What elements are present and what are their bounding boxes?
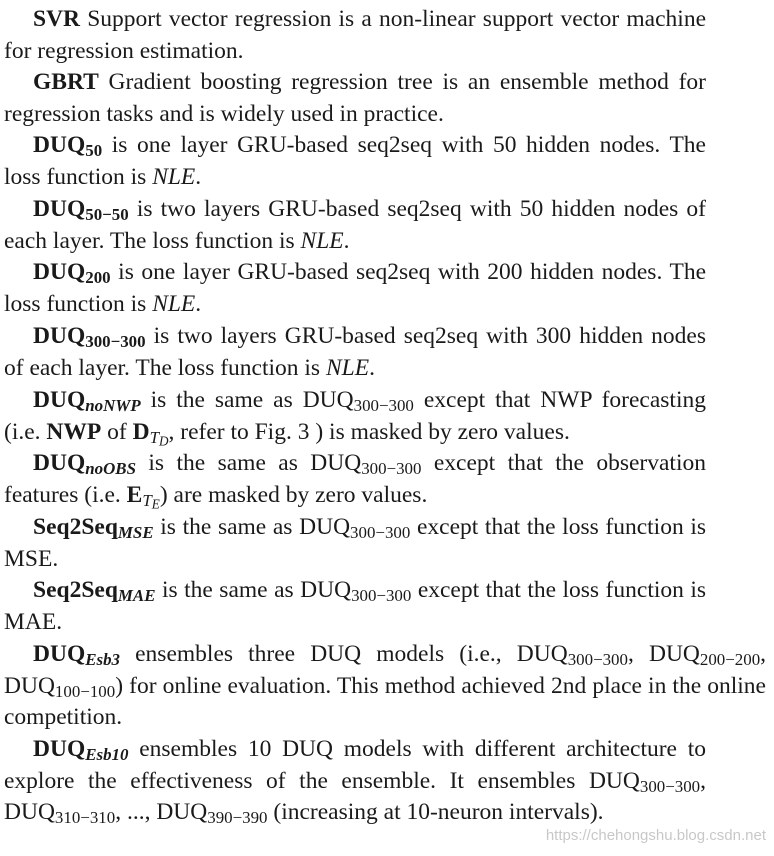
term-duq-nonwp: $DUQ_{noNWP}$ — [33, 387, 141, 416]
model-duq-300-300: $DUQ_{300-300}$ — [516, 641, 628, 670]
term-duq-noobs: $DUQ_{noOBS}$ — [33, 450, 136, 479]
paragraph-duq-nonwp: $DUQ_{noNWP}$ is the same as $DUQ_{300-300}$ except that NWP forecasting (i.e. NWP of $D_{T_D}$, refer to Fig. 3 ) is masked by zero values. — [4, 387, 706, 449]
reference-duq-300-300: $DUQ_{300-300}$ — [300, 577, 412, 606]
paragraph-duq-esb10: $DUQ_{Esb10}$ ensembles 10 DUQ models with different architecture to explore the effectiveness of the ensemble. It ensembles $DUQ_{300-300}$, $DUQ_{310-310}$, ..., $DUQ_{390-390}$ (increasing at 10-neuron intervals). — [4, 736, 707, 828]
paragraph-seq2seq-mse: Seq2Seq$_{MSE}$ is the same as $DUQ_{300-300}$ except that the loss function is MSE. — [4, 514, 707, 572]
term-gbrt: GBRT — [33, 69, 99, 95]
matrix-e: E — [126, 481, 143, 508]
loss-name: NLE — [152, 163, 196, 190]
model-duq-300-300: $DUQ_{300-300}$ — [588, 767, 701, 796]
model-duq-200-200: $DUQ_{200-200}$ — [648, 641, 761, 670]
paragraph-text: Gradient boosting regression tree is an ensemble method for regression tasks and is widely used in practice. — [4, 69, 706, 127]
reference-duq-300-300: $DUQ_{300-300}$ — [299, 514, 411, 543]
term-seq2seq-mae: Seq2Seq$_{MAE}$ — [33, 577, 156, 606]
loss-name: NLE — [152, 290, 196, 317]
paragraph-text: is one layer GRU-based seq2seq with 50 hidden nodes. The loss function is — [4, 132, 706, 190]
term-duq-50-50: $DUQ_{50-50}$ — [33, 196, 129, 225]
term-duq-esb10: $DUQ_{Esb10}$ — [33, 736, 129, 765]
matrix-d: D — [132, 418, 150, 445]
model-duq-390-390: $DUQ_{390-390}$ — [156, 799, 268, 828]
paragraph-text: is two layers GRU-based seq2seq with 50 hidden nodes of each layer. The loss function is — [4, 196, 707, 254]
term-duq-esb3: $DUQ_{Esb3}$ — [33, 641, 120, 670]
loss-name: NLE — [300, 227, 344, 254]
model-duq-310-310: $DUQ_{310-310}$ — [4, 799, 116, 828]
model-duq-100-100: $DUQ_{100-100}$ — [4, 672, 116, 701]
paragraph-gbrt — [4, 67, 706, 130]
watermark: https://chehongshu.blog.csdn.net — [545, 827, 766, 844]
paragraph-duq-50: $DUQ_{50}$ is one layer GRU-based seq2seq with 50 hidden nodes. The loss function is NLE. — [4, 132, 706, 190]
paragraph-text: is one layer GRU-based seq2seq with 200 hidden nodes. The loss function is — [4, 259, 706, 317]
paragraph-text: is two layers GRU-based seq2seq with 300 hidden nodes of each layer. The loss function is — [4, 323, 707, 381]
term-duq-300-300: $DUQ_{300-300}$ — [33, 323, 146, 352]
paragraph-duq-50-50: $DUQ_{50-50}$ is two layers GRU-based seq2seq with 50 hidden nodes of each layer. The loss function is NLE. — [4, 196, 707, 254]
paragraph-text: Support vector regression is a non-linear support vector machine for regression estimation. — [4, 6, 706, 64]
term-duq-50: $DUQ_{50}$ — [33, 132, 103, 161]
reference-duq-300-300: $DUQ_{300-300}$ — [302, 387, 414, 416]
loss-name: NLE — [325, 354, 370, 381]
paragraph-duq-300-300: $DUQ_{300-300}$ is two layers GRU-based seq2seq with 300 hidden nodes of each layer. The loss function is NLE. — [4, 323, 707, 381]
nwp-bold: NWP — [46, 418, 102, 445]
term-svr: SVR — [33, 6, 81, 32]
paragraph-seq2seq-mae: Seq2Seq$_{MAE}$ is the same as $DUQ_{300-300}$ except that the loss function is MAE. — [4, 577, 707, 635]
paragraph-svr — [4, 4, 706, 67]
term-duq-200: $DUQ_{200}$ — [33, 259, 111, 288]
paragraph-duq-esb3: $DUQ_{Esb3}$ ensembles three DUQ models (i.e., $DUQ_{300-300}$, $DUQ_{200-200}$, $DUQ_{100-100}$) for online evaluation. This method achieved 2nd place in the online competition. — [4, 641, 767, 731]
term-seq2seq-mse: Seq2Seq$_{MSE}$ — [33, 514, 154, 543]
reference-duq-300-300: $DUQ_{300-300}$ — [310, 450, 422, 479]
paragraph-duq-noobs: $DUQ_{noOBS}$ is the same as $DUQ_{300-300}$ except that the observation features (i.e. $E_{T_E}$) are masked by zero values. — [4, 450, 706, 512]
paragraph-duq-200: $DUQ_{200}$ is one layer GRU-based seq2seq with 200 hidden nodes. The loss function is NLE. — [4, 259, 706, 317]
